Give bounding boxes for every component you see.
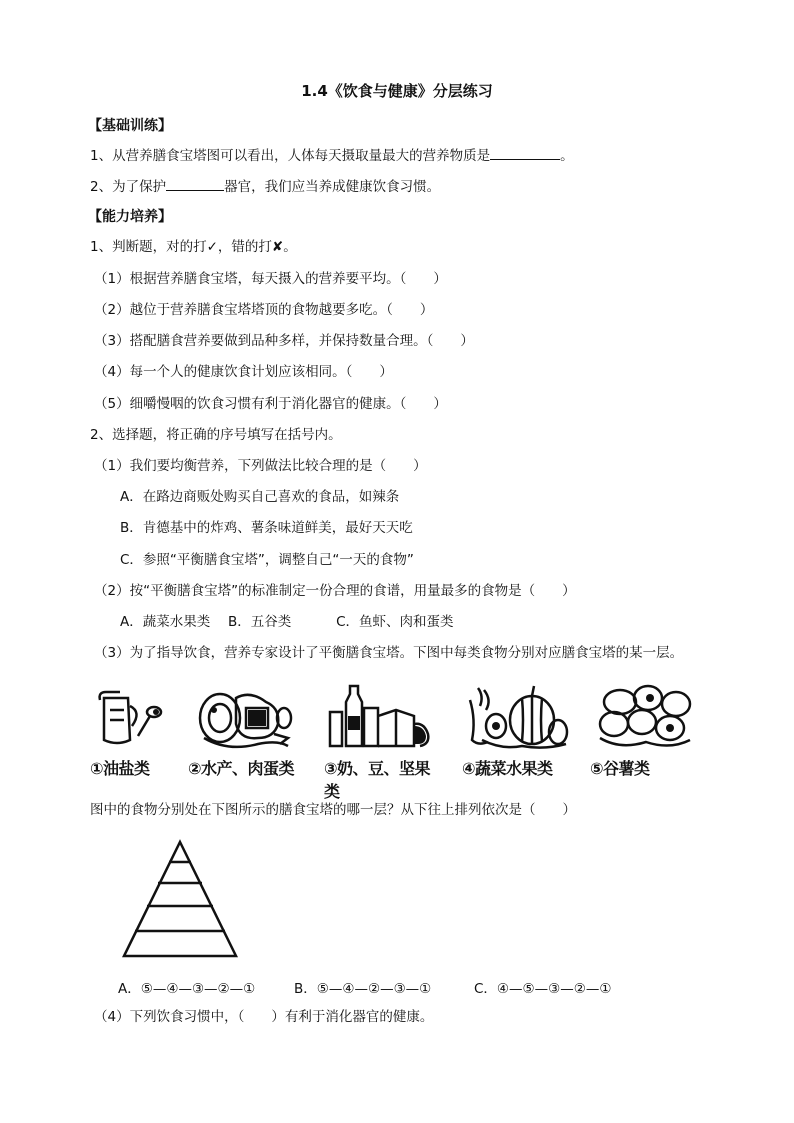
choice-intro: 2、选择题，将正确的序号填写在括号内。 (90, 427, 342, 443)
grain-potato-icon (590, 680, 710, 755)
food-label-1: ①油盐类 (90, 759, 150, 778)
choice-3-question: 图中的食物分别处在下图所示的膳食宝塔的哪一层？从下往上排列依次是（ ） (90, 802, 576, 818)
food-group-seafood-meat-egg (188, 680, 308, 780)
choice-2-stem: （2）按“平衡膳食宝塔”的标准制定一份合理的食谱，用量最多的食物是（ ） (94, 583, 576, 599)
food-label-2: ②水产、肉蛋类 (188, 759, 295, 778)
food-label-5: ⑤谷薯类 (590, 759, 650, 778)
judge-item-4: （4）每一个人的健康饮食计划应该相同。（ ） (94, 364, 393, 380)
food-group-figure (90, 680, 710, 801)
section-basic-heading: 【基础训练】 (88, 118, 172, 134)
answer-blank-1[interactable] (490, 146, 560, 160)
section-ability-heading: 【能力培养】 (88, 209, 172, 225)
milk-bean-nut-icon (324, 680, 444, 755)
choice-1-option-a: A．在路边商贩处购买自己喜欢的食品，如辣条 (120, 489, 400, 505)
food-group-grain-potato (590, 680, 710, 780)
food-pyramid-diagram (120, 838, 260, 963)
basic-question-2-text: 2、为了保护 (90, 179, 167, 195)
basic-question-1-end: 。 (560, 148, 574, 164)
judge-intro: 1、判断题，对的打✓，错的打✘。 (90, 239, 297, 255)
page-title: 1.4《饮食与健康》分层练习 (301, 82, 493, 100)
judge-item-2: （2）越位于营养膳食宝塔塔顶的食物越要多吃。（ ） (94, 302, 434, 318)
judge-item-1: （1）根据营养膳食宝塔，每天摄入的营养要平均。（ ） (94, 271, 447, 287)
choice-3-option-c: C．④—⑤—③—②—① (474, 981, 612, 997)
basic-question-2-end: 器官，我们应当养成健康饮食习惯。 (224, 179, 441, 195)
seafood-meat-egg-icon (188, 680, 308, 755)
food-group-milk-bean-nut (324, 680, 444, 801)
answer-blank-2[interactable] (166, 177, 224, 191)
basic-question-1-text: 1、从营养膳食宝塔图可以看出，人体每天摄取量最大的营养物质是 (90, 148, 491, 164)
choice-2-options: A．蔬菜水果类 B．五谷类 C．鱼虾、肉和蛋类 (120, 614, 454, 630)
choice-1-option-b: B．肯德基中的炸鸡、薯条味道鲜美，最好天天吃 (120, 520, 413, 536)
choice-3-option-b: B．⑤—④—②—③—① (294, 981, 432, 997)
choice-3-option-a: A．⑤—④—③—②—① (118, 981, 256, 997)
judge-item-3: （3）搭配膳食营养要做到品种多样，并保持数量合理。（ ） (94, 333, 474, 349)
choice-1-stem: （1）我们要均衡营养，下列做法比较合理的是（ ） (94, 458, 427, 474)
vegetable-fruit-icon (462, 680, 582, 755)
choice-1-option-c: C．参照“平衡膳食宝塔”，调整自己“一天的食物” (120, 552, 414, 568)
judge-item-5: （5）细嚼慢咽的饮食习惯有利于消化器官的健康。（ ） (94, 396, 447, 412)
food-label-3: ③奶、豆、坚果类 (324, 759, 431, 801)
choice-3-stem: （3）为了指导饮食，营养专家设计了平衡膳食宝塔。下图中每类食物分别对应膳食宝塔的某一层。 (94, 645, 684, 661)
basic-question-2 (90, 177, 440, 196)
choice-4-stem: （4）下列饮食习惯中，（ ）有利于消化器官的健康。 (94, 1009, 434, 1025)
basic-question-1 (90, 146, 574, 165)
food-group-vegetable-fruit (462, 680, 582, 780)
food-label-4: ④蔬菜水果类 (462, 759, 553, 778)
